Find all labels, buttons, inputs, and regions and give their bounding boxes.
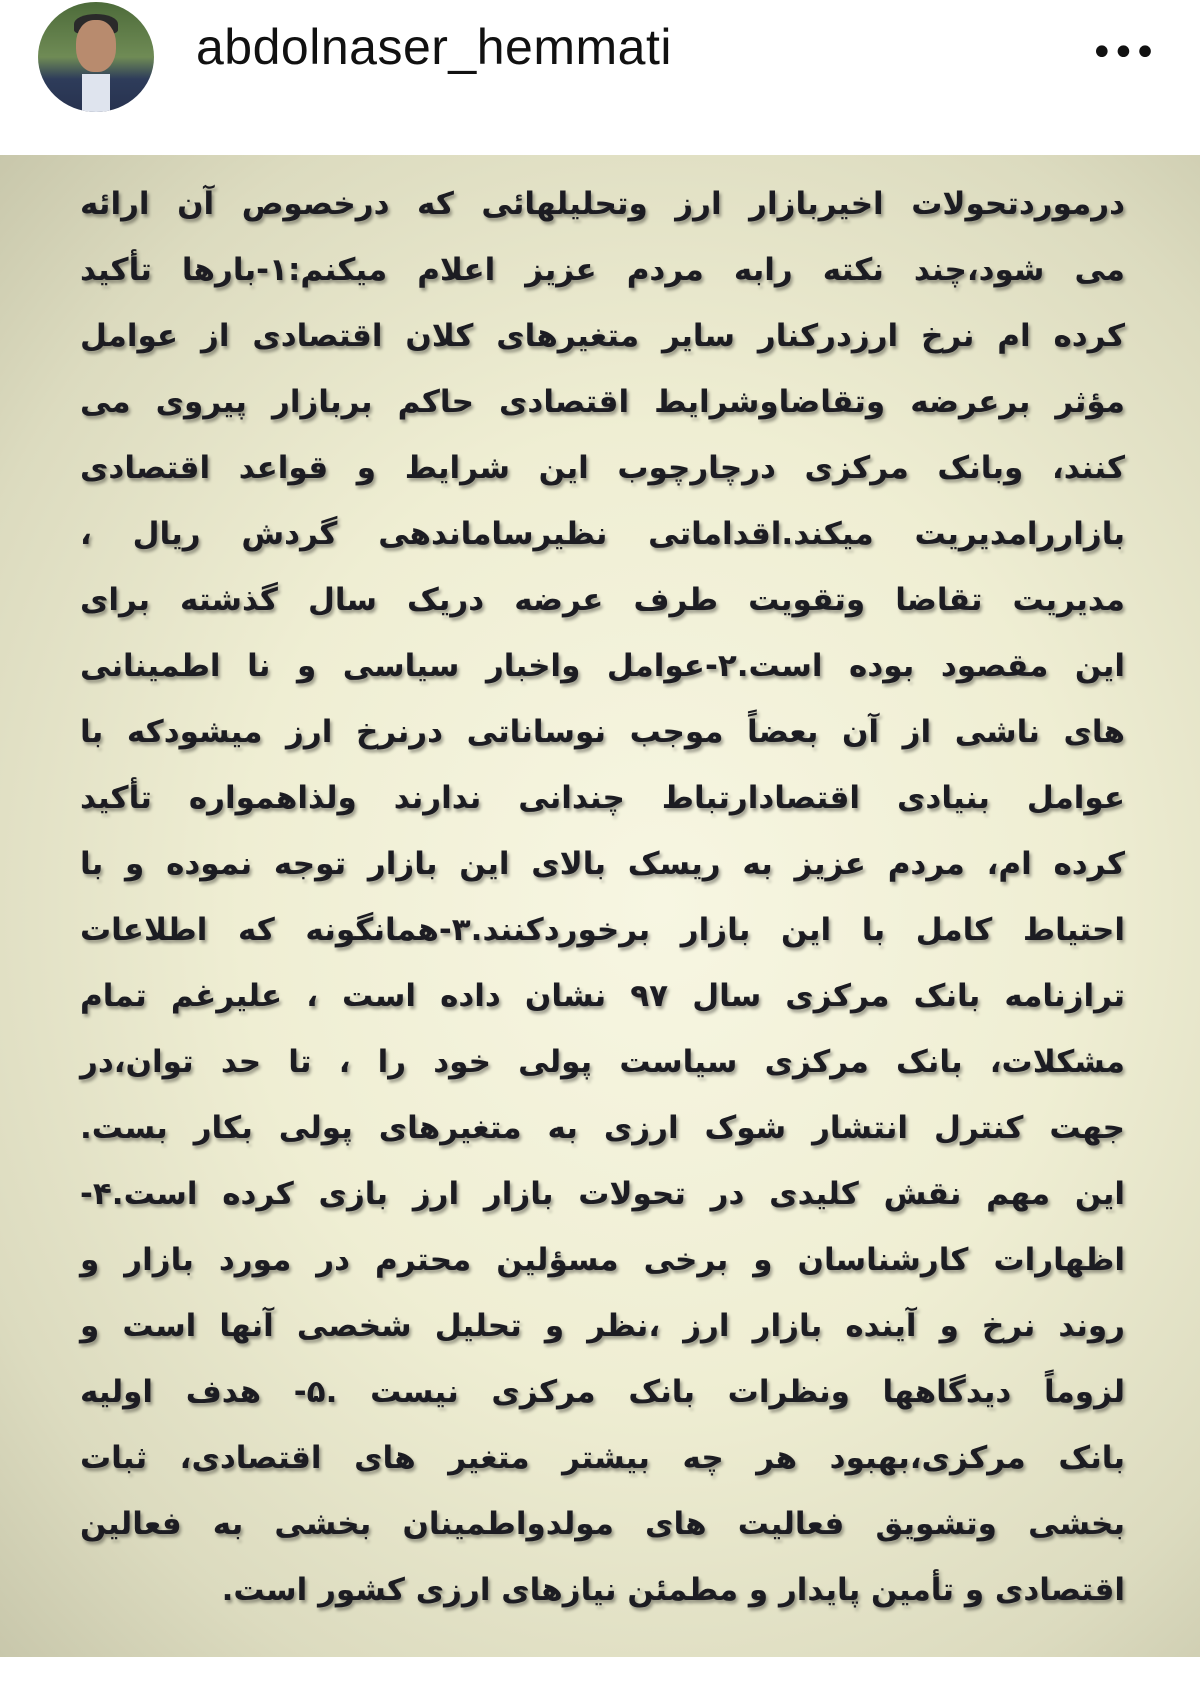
text-line: لزوماً دیدگاهها ونظرات بانک مرکزی نیست .۵- هدف اولیه bbox=[80, 1374, 1125, 1410]
text-line: بخشی وتشویق فعالیت های مولدواطمینان بخشی به فعالین bbox=[80, 1506, 1125, 1542]
profile-avatar[interactable] bbox=[38, 2, 154, 112]
text-line: این مهم نقش کلیدی در تحولات بازار ارز بازی کرده است.۴- bbox=[80, 1176, 1125, 1212]
text-line: کرده ام نرخ ارزدرکنار سایر متغیرهای کلان اقتصادی از عوامل bbox=[80, 318, 1125, 354]
text-line: عوامل بنیادی اقتصادارتباط چندانی ندارند ولذاهمواره تأکید bbox=[80, 780, 1125, 816]
text-line: بانک مرکزی،بهبود هر چه بیشتر متغیر های اقتصادی، ثبات bbox=[80, 1440, 1125, 1476]
text-line: می شود،چند نکته رابه مردم عزیز اعلام میکنم:۱-بارها تأکید bbox=[80, 252, 1126, 288]
text-line: اظهارات کارشناسان و برخی مسؤلین محترم در مورد بازار و bbox=[80, 1242, 1125, 1278]
text-line: کنند، وبانک مرکزی درچارچوب این شرایط و قواعد اقتصادی bbox=[80, 450, 1125, 486]
text-line: جهت کنترل انتشار شوک ارزی به متغیرهای پولی بکار بست. bbox=[80, 1110, 1125, 1146]
text-line: بازاررامدیریت میکند.اقداماتی نظیرساماندهی گردش ریال ، bbox=[80, 516, 1125, 552]
text-line: های ناشی از آن بعضاً موجب نوساناتی درنرخ ارز میشودکه با bbox=[80, 714, 1125, 750]
text-line: ترازنامه بانک مرکزی سال ۹۷ نشان داده است ، علیرغم تمام bbox=[80, 978, 1125, 1014]
text-line: مشکلات، بانک مرکزی سیاست پولی خود را ، تا حد توان،در bbox=[80, 1044, 1125, 1080]
avatar-shirt bbox=[82, 74, 110, 112]
text-line: احتیاط کامل با این بازار برخوردکنند.۳-همانگونه که اطلاعات bbox=[80, 912, 1125, 948]
text-line: اقتصادی و تأمین پایدار و مطمئن نیازهای ارزی کشور است. bbox=[221, 1572, 1125, 1608]
text-line: این مقصود بوده است.۲-عوامل واخبار سیاسی و نا اطمینانی bbox=[80, 648, 1125, 684]
avatar-face bbox=[76, 20, 116, 72]
username-link[interactable]: abdolnaser_hemmati bbox=[196, 19, 672, 75]
post-image-text bbox=[0, 155, 1200, 1657]
post-header bbox=[0, 0, 1200, 155]
text-line: مؤثر برعرضه وتقاضاوشرایط اقتصادی حاکم بربازار پیروی می bbox=[80, 384, 1125, 420]
text-line: روند نرخ و آینده بازار ارز ،نظر و تحلیل شخصی آنها است و bbox=[80, 1308, 1125, 1344]
post-footer-spacer bbox=[0, 1657, 1200, 1685]
text-line: مدیریت تقاضا وتقویت طرف عرضه دریک سال گذشته برای bbox=[80, 582, 1125, 618]
text-line: درموردتحولات اخیربازار ارز وتحلیلهائی که درخصوص آن ارائه bbox=[80, 186, 1125, 222]
more-options-icon[interactable]: ••• bbox=[1090, 30, 1155, 76]
text-line: کرده ام، مردم عزیز به ریسک بالای این بازار توجه نموده و با bbox=[80, 846, 1125, 882]
